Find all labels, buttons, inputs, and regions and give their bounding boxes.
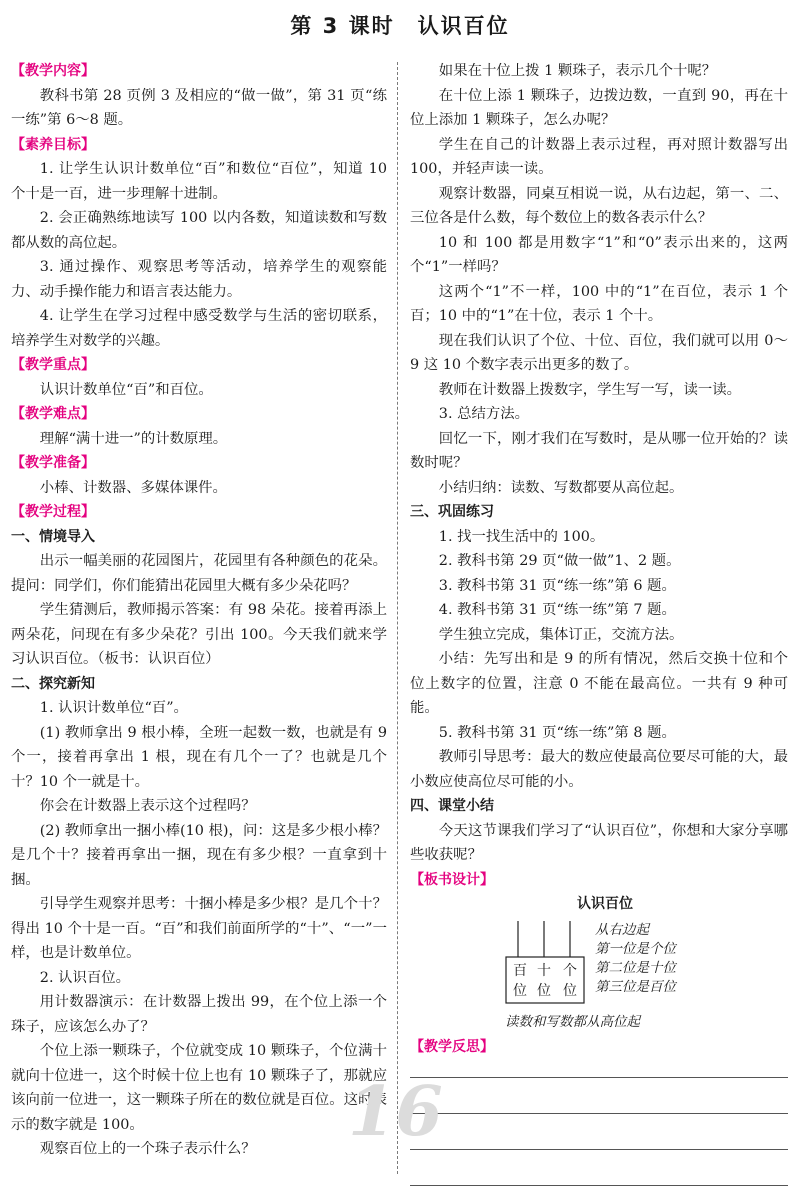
- right-column: [410, 59, 788, 1186]
- page-number: 16: [348, 1072, 443, 1152]
- page-title: 第 3 课时 认识百位: [290, 14, 510, 38]
- left-column: [11, 59, 387, 1162]
- board-note: 第三位是百位: [595, 978, 676, 995]
- paragraph: 个位上添一颗珠子，个位就变成 10 颗珠子，个位满十就向十位进一，这个时候十位上也有 10 颗珠子了，那就应该向前一位进一，这一颗珠子所在的数位就是百位。这时表示的数字就是 100。: [11, 1043, 387, 1133]
- cell-wei-1: 位: [513, 982, 527, 999]
- paragraph: 在十位上添 1 颗珠子，边拨边数，一直到 90，再在十位上添加 1 颗珠子，怎么办呢？: [410, 87, 788, 128]
- paragraph: 1. 找一找生活中的 100。: [438, 528, 605, 545]
- paragraph: 教科书第 28 页例 3 及相应的“做一做”，第 31 页“练一练”第 6～8 题。: [11, 87, 387, 128]
- paragraph: 3. 教科书第 31 页“练一练”第 6 题。: [438, 577, 676, 594]
- paragraph: 这两个“1”不一样，100 中的“1”在百位，表示 1 个百；10 中的“1”在十位，表示 1 个十。: [410, 283, 788, 324]
- paragraph: 今天这节课我们学习了“认识百位”，你想和大家分享哪些收获呢？: [410, 822, 788, 863]
- cell-shi: 十: [537, 962, 551, 979]
- section-tag: 【素养目标】: [11, 136, 95, 153]
- section-tag: 【板书设计】: [410, 871, 494, 888]
- cell-bai: 百: [513, 962, 527, 979]
- board-note: 第二位是十位: [595, 959, 676, 976]
- section-tag: 【教学准备】: [11, 455, 95, 471]
- paragraph: 如果在十位上拨 1 颗珠子，表示几个十呢？: [438, 63, 717, 79]
- paragraph: 小结归纳：读数、写数都要从高位起。: [438, 479, 684, 496]
- paragraph: 学生猜测后，教师揭示答案：有 98 朵花。接着再添上两朵花，问现在有多少朵花？引出 100。今天我们就来学习认识百位。（板书：认识百位）: [11, 602, 387, 667]
- cell-wei-3: 位: [563, 982, 577, 999]
- section-tag: 【教学过程】: [11, 504, 95, 520]
- paragraph: 2. 认识百位。: [39, 969, 131, 986]
- paragraph: 学生独立完成，集体订正，交流方法。: [438, 626, 684, 643]
- board-diagram: [410, 917, 788, 1035]
- section-tag: 【教学内容】: [11, 63, 95, 79]
- section-tag: 【教学重点】: [11, 357, 95, 373]
- paragraph: 观察计数器，同桌互相说一说，从右边起，第一、二、三位各是什么数，每个数位上的数各表示什么？: [410, 185, 788, 226]
- paragraph: 教师引导思考：最大的数应使最高位要尽可能的大，最小数应使高位尽可能的小。: [410, 749, 788, 790]
- paragraph: 3. 总结方法。: [438, 406, 530, 422]
- paragraph: 观察百位上的一个珠子表示什么？: [39, 1141, 256, 1157]
- board-footer: 读数和写数都从高位起: [505, 1013, 640, 1030]
- section-heading: 一、情境导入: [11, 528, 95, 545]
- paragraph: 理解“满十进一”的计数原理。: [39, 430, 228, 447]
- paragraph: 1. 让学生认识计数单位“百”和数位“百位”，知道 10 个十是一百，进一步理解十进制。: [11, 161, 387, 202]
- section-tag: 【教学难点】: [11, 406, 95, 422]
- paragraph: 10 和 100 都是用数字“1”和“0”表示出来的，这两个“1”一样吗？: [410, 234, 788, 275]
- paragraph: 出示一幅美丽的花园图片，花园里有各种颜色的花朵。提问：同学们，你们能猜出花园里大概有多少朵花吗？: [11, 553, 387, 594]
- section-heading: 二、探究新知: [11, 675, 95, 692]
- cell-wei-2: 位: [537, 982, 551, 999]
- paragraph: 2. 教科书第 29 页“做一做”1、2 题。: [438, 553, 681, 569]
- paragraph: 教师在计数器上拨数字，学生写一写，读一读。: [438, 381, 742, 398]
- paragraph: 4. 教科书第 31 页“练一练”第 7 题。: [438, 602, 676, 618]
- paragraph: (2) 教师拿出一捆小棒(10 根)，问：这是多少根小棒？是几个十？接着再拿出一捆，现在有多少根？一直拿到十捆。: [11, 822, 387, 888]
- paragraph: 学生在自己的计数器上表示过程，再对照计数器写出 100，并轻声读一读。: [410, 136, 788, 177]
- paragraph: 回忆一下，刚才我们在写数时，是从哪一位开始的？读数时呢？: [410, 430, 788, 471]
- paragraph: 用计数器演示：在计数器上拨出 99，在个位上添一个珠子，应该怎么办了？: [11, 994, 387, 1035]
- section-heading: 四、课堂小结: [410, 798, 494, 814]
- paragraph: 4. 让学生在学习过程中感受数学与生活的密切联系，培养学生对数学的兴趣。: [11, 308, 387, 349]
- paragraph: 小结：先写出和是 9 的所有情况，然后交换十位和个位上数字的位置，注意 0 不能在最高位。一共有 9 种可能。: [410, 651, 788, 716]
- paragraph: 你会在计数器上表示这个过程吗？: [39, 798, 256, 814]
- board-note: 从右边起: [595, 921, 649, 938]
- paragraph: 2. 会正确熟练地读写 100 以内各数，知道读数和写数都从数的高位起。: [11, 210, 387, 251]
- cell-ge: 个: [563, 962, 577, 979]
- paragraph: 现在我们认识了个位、十位、百位，我们就可以用 0～9 这 10 个数字表示出更多的数了。: [410, 332, 788, 373]
- paragraph: (1) 教师拿出 9 根小棒，全班一起数一数，也就是有 9 个一，接着再拿出 1 根，现在有几个一了？也就是几个十？10 个一就是十。: [11, 724, 387, 790]
- paragraph: 引导学生观察并思考：十捆小棒是多少根？是几个十？得出 10 个十是一百。“百”和我们前面所学的“十”、“一”一样，也是计数单位。: [11, 896, 387, 961]
- paragraph: 1. 认识计数单位“百”。: [39, 700, 188, 716]
- paragraph: 小棒、计数器、多媒体课件。: [39, 479, 227, 496]
- paragraph: 5. 教科书第 31 页“练一练”第 8 题。: [438, 724, 676, 741]
- column-divider: [397, 62, 398, 1174]
- reflection-tag: 【教学反思】: [410, 1038, 494, 1055]
- board-note: 第一位是个位: [595, 940, 676, 957]
- board-title: 认识百位: [577, 896, 633, 912]
- paragraph: 认识计数单位“百”和百位。: [39, 381, 213, 398]
- right-flow: [410, 59, 788, 892]
- paragraph: 3. 通过操作、观察思考等活动，培养学生的观察能力、动手操作能力和语言表达能力。: [11, 259, 387, 300]
- section-heading: 三、巩固练习: [410, 504, 494, 520]
